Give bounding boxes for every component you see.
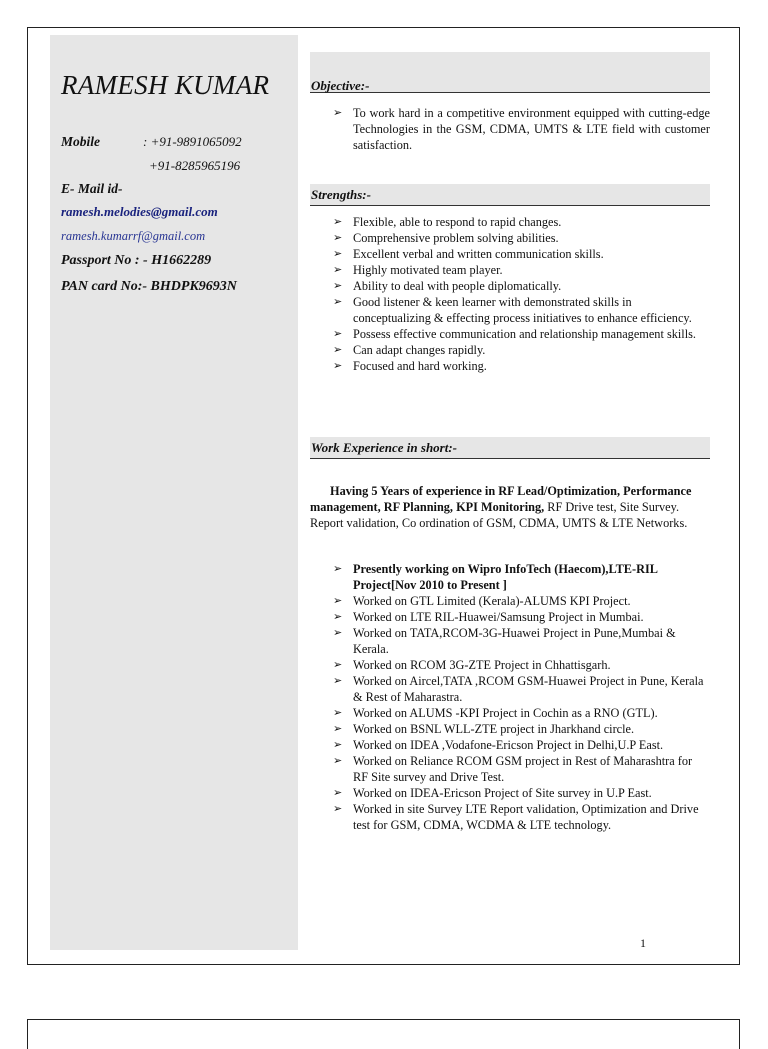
bullet-arrow-icon: ➢ [333, 754, 343, 767]
bullet-arrow-icon: ➢ [333, 106, 343, 119]
mobile-number-2: +91-8285965196 [149, 158, 241, 173]
bullet-arrow-icon: ➢ [333, 215, 343, 228]
list-item: ➢ Worked on Reliance RCOM GSM project in Rest of Maharashtra for RF Site survey and Drive Test. [333, 754, 693, 784]
experience-list [310, 561, 710, 833]
bullet-arrow-icon: ➢ [333, 722, 343, 735]
mobile-number-1: : +91-9891065092 [143, 134, 242, 149]
bullet-arrow-icon: ➢ [333, 706, 343, 719]
bullet-arrow-icon: ➢ [333, 231, 343, 244]
experience-summary-rest: RF Drive test, Site Survey. Report validation, Co ordination of GSM, CDMA, UMTS & LTE Networks. [310, 500, 688, 530]
candidate-name: RAMESH KUMAR [61, 70, 270, 100]
bullet-arrow-icon: ➢ [333, 359, 343, 372]
email-primary[interactable]: ramesh.melodies@gmail.com [61, 204, 218, 219]
bullet-arrow-icon: ➢ [333, 802, 343, 815]
list-item: ➢ Focused and hard working. [333, 359, 487, 373]
bullet-arrow-icon: ➢ [333, 562, 343, 575]
strengths-list [310, 214, 710, 374]
email-secondary[interactable]: ramesh.kumarrf@gmail.com [61, 229, 206, 243]
list-item: ➢ Worked on Aircel,TATA ,RCOM GSM-Huawei Project in Pune, Kerala & Rest of Maharastra. [333, 674, 704, 704]
page-number: 1 [640, 936, 646, 950]
bullet-arrow-icon: ➢ [333, 738, 343, 751]
list-item: ➢ Worked on RCOM 3G-ZTE Project in Chhattisgarh. [333, 658, 611, 672]
bullet-arrow-icon: ➢ [333, 247, 343, 260]
resume-page [27, 27, 740, 965]
list-item: ➢ Good listener & keen learner with demonstrated skills in conceptualizing & effecting process initiatives to enhance efficiency. [333, 295, 692, 325]
list-item: ➢ Worked in site Survey LTE Report validation, Optimization and Drive test for GSM, CDMA, WCDMA & LTE technology. [333, 802, 699, 832]
passport-number: Passport No : - H1662289 [61, 253, 212, 268]
list-item: ➢ Worked on IDEA-Ericson Project of Site survey in U.P East. [333, 786, 652, 800]
objective-list [310, 105, 710, 153]
bullet-arrow-icon: ➢ [333, 263, 343, 276]
bullet-arrow-icon: ➢ [333, 295, 343, 308]
bullet-arrow-icon: ➢ [333, 279, 343, 292]
list-item: ➢ Comprehensive problem solving abilities. [333, 231, 559, 245]
list-item: ➢ Highly motivated team player. [333, 263, 503, 277]
list-item: ➢ Worked on ALUMS -KPI Project in Cochin as a RNO (GTL). [333, 706, 658, 720]
list-item: ➢ Excellent verbal and written communication skills. [333, 247, 604, 261]
list-item: ➢ To work hard in a competitive environment equipped with cutting-edge Technologies in the GSM, CDMA, UMTS & LTE field with customer satisfaction. [333, 106, 710, 152]
bullet-arrow-icon: ➢ [333, 594, 343, 607]
experience-summary [310, 483, 710, 531]
list-item: ➢ Can adapt changes rapidly. [333, 343, 486, 357]
mobile-label: Mobile [61, 134, 100, 149]
pan-card-number: PAN card No:- BHDPK9693N [61, 279, 237, 294]
experience-summary-bold: Having 5 Years of experience in RF Lead/Optimization, Performance management, RF Planning, KPI Monitoring, [310, 484, 692, 514]
objective-heading: Objective:- [310, 52, 710, 93]
bullet-arrow-icon: ➢ [333, 343, 343, 356]
strengths-heading: Strengths:- [310, 184, 710, 206]
bullet-arrow-icon: ➢ [333, 610, 343, 623]
list-item: ➢ Flexible, able to respond to rapid changes. [333, 215, 562, 229]
list-item: ➢ Worked on IDEA ,Vodafone-Ericson Project in Delhi,U.P East. [333, 738, 664, 752]
list-item: ➢ Worked on TATA,RCOM-3G-Huawei Project in Pune,Mumbai & Kerala. [333, 626, 676, 656]
bullet-arrow-icon: ➢ [333, 327, 343, 340]
bullet-arrow-icon: ➢ [333, 658, 343, 671]
bullet-arrow-icon: ➢ [333, 674, 343, 687]
bullet-arrow-icon: ➢ [333, 786, 343, 799]
list-item: ➢ Worked on BSNL WLL-ZTE project in Jharkhand circle. [333, 722, 635, 736]
list-item: ➢ Presently working on Wipro InfoTech (Haecom),LTE-RIL Project[Nov 2010 to Present ] [333, 562, 658, 592]
list-item: ➢ Worked on GTL Limited (Kerala)-ALUMS KPI Project. [333, 594, 631, 608]
list-item: ➢ Ability to deal with people diplomatically. [333, 279, 562, 293]
work-experience-heading: Work Experience in short:- [310, 437, 710, 459]
list-item: ➢ Possess effective communication and relationship management skills. [333, 327, 696, 341]
bullet-arrow-icon: ➢ [333, 626, 343, 639]
email-label: E- Mail id- [61, 181, 123, 196]
list-item: ➢ Worked on LTE RIL-Huawei/Samsung Project in Mumbai. [333, 610, 644, 624]
